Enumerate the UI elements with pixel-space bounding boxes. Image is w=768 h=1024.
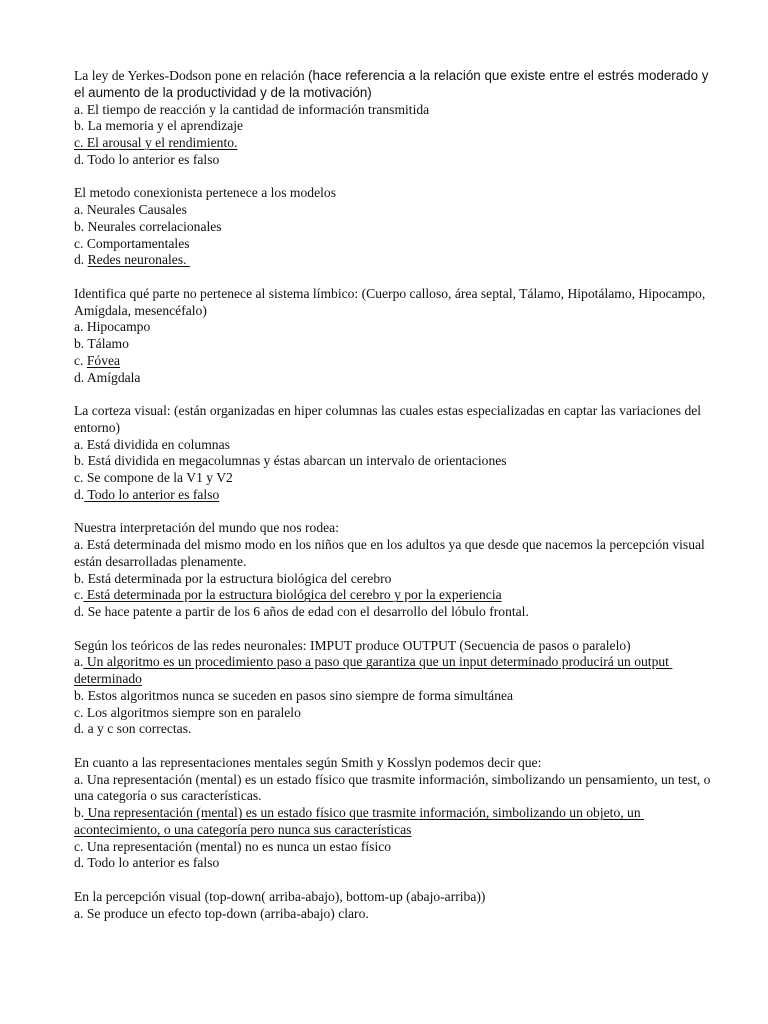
option-letter: c. bbox=[74, 235, 84, 251]
option-text: Está dividida en columnas bbox=[83, 436, 230, 452]
option-d bbox=[74, 721, 714, 738]
option-d-correct bbox=[74, 487, 714, 504]
option-text: Todo lo anterior es falso bbox=[84, 486, 220, 502]
option-text: Está determinada del mismo modo en los niños que en los adultos ya que desde que nacemos la percepción visual están desarrolladas plenamente. bbox=[74, 537, 709, 569]
option-d bbox=[74, 604, 714, 621]
option-a bbox=[74, 102, 714, 119]
option-text: Está determinada por la estructura biológica del cerebro y por la experiencia bbox=[83, 587, 502, 603]
option-letter: d. bbox=[74, 855, 85, 871]
option-letter: c. bbox=[74, 587, 84, 603]
option-c-correct bbox=[74, 135, 714, 152]
option-letter: a. bbox=[74, 537, 84, 552]
option-b bbox=[74, 571, 714, 588]
option-letter: a. bbox=[74, 771, 84, 787]
option-b bbox=[74, 688, 714, 705]
option-letter: d. bbox=[74, 486, 85, 502]
option-letter: b. bbox=[74, 453, 85, 469]
option-letter: b. bbox=[74, 118, 85, 134]
option-letter: b. bbox=[74, 570, 85, 586]
option-letter: b. bbox=[74, 218, 85, 234]
question-stem: En la percepción visual (top-down( arriba-abajo), bottom-up (abajo-arriba)) bbox=[74, 888, 486, 904]
option-a bbox=[74, 437, 714, 454]
option-letter: d. bbox=[74, 151, 85, 167]
option-a bbox=[74, 537, 714, 571]
option-d bbox=[74, 370, 714, 387]
question-6 bbox=[74, 638, 714, 739]
option-letter: d. bbox=[74, 721, 85, 737]
option-c bbox=[74, 236, 714, 253]
option-text: Está determinada por la estructura biológica del cerebro bbox=[84, 570, 392, 586]
question-stem: En cuanto a las representaciones mentales según Smith y Kosslyn podemos decir que: bbox=[74, 754, 542, 770]
question-stem: Nuestra interpretación del mundo que nos rodea: bbox=[74, 520, 339, 536]
option-c bbox=[74, 705, 714, 722]
option-letter: d. bbox=[74, 369, 85, 385]
option-letter: c. bbox=[74, 470, 84, 485]
option-d bbox=[74, 152, 714, 169]
option-c bbox=[74, 839, 714, 856]
question-stem: Según los teóricos de las redes neuronales: IMPUT produce OUTPUT (Secuencia de pasos o paralelo) bbox=[74, 637, 631, 653]
option-text: Se hace patente a partir de los 6 años de edad con el desarrollo del lóbulo frontal. bbox=[84, 604, 529, 619]
option-text: Una representación (mental) es un estado físico que trasmite información, simbolizando un objeto, un acontecimiento, o una categoría pero nunca sus características bbox=[74, 805, 645, 837]
question-8 bbox=[74, 889, 714, 923]
option-text: La memoria y el aprendizaje bbox=[84, 118, 244, 134]
option-a bbox=[74, 772, 714, 806]
question-1 bbox=[74, 68, 714, 169]
option-text: Todo lo anterior es falso bbox=[84, 151, 220, 167]
option-text: Comportamentales bbox=[83, 235, 190, 251]
option-text: Hipocampo bbox=[83, 319, 151, 335]
option-b bbox=[74, 453, 714, 470]
option-letter: a. bbox=[74, 905, 84, 921]
option-text: Se compone de la V1 y V2 bbox=[83, 470, 233, 485]
option-text: Redes neuronales. bbox=[87, 252, 190, 268]
option-b bbox=[74, 219, 714, 236]
option-letter: c. bbox=[74, 352, 84, 368]
option-letter: d. bbox=[74, 252, 85, 268]
option-text: Los algoritmos siempre son en paralelo bbox=[83, 704, 301, 720]
option-text: Todo lo anterior es falso bbox=[84, 855, 220, 871]
option-text: Fóvea bbox=[86, 352, 121, 368]
option-text: Una representación (mental) es un estado físico que trasmite información, simbolizando un pensamiento, un test, o una categoría o sus características. bbox=[74, 771, 714, 804]
option-letter: c. bbox=[74, 135, 84, 150]
question-3 bbox=[74, 286, 714, 387]
option-text: Estos algoritmos nunca se suceden en pasos sino siempre de forma simultánea bbox=[84, 687, 514, 703]
option-letter: a. bbox=[74, 654, 84, 670]
option-a bbox=[74, 906, 714, 923]
question-stem: El metodo conexionista pertenece a los modelos bbox=[74, 185, 336, 201]
question-4 bbox=[74, 403, 714, 504]
option-text: Está dividida en megacolumnas y éstas abarcan un intervalo de orientaciones bbox=[84, 453, 507, 469]
option-b bbox=[74, 118, 714, 135]
question-stem-note: (hace referencia a la relación que existe entre el estrés moderado y el aumento de la productividad y de la motivación) bbox=[74, 68, 713, 100]
option-letter: a. bbox=[74, 319, 84, 335]
option-text: Amígdala bbox=[84, 369, 141, 385]
option-text: Tálamo bbox=[84, 336, 129, 351]
option-letter: a. bbox=[74, 101, 84, 117]
question-stem: Identifica qué parte no pertenece al sistema límbico: (Cuerpo calloso, área septal, Tálamo, Hipotálamo, Hipocampo, Amígdala, mesencéfalo) bbox=[74, 285, 708, 318]
option-c-correct bbox=[74, 587, 714, 604]
question-stem-text: La ley de Yerkes-Dodson pone en relación bbox=[74, 68, 309, 83]
option-letter: a. bbox=[74, 436, 84, 452]
option-d bbox=[74, 855, 714, 872]
option-letter: b. bbox=[74, 805, 85, 820]
option-d-correct bbox=[74, 252, 714, 269]
option-text: El arousal y el rendimiento. bbox=[83, 135, 238, 150]
option-a-correct bbox=[74, 654, 714, 688]
question-7 bbox=[74, 755, 714, 872]
option-text: Neurales correlacionales bbox=[84, 218, 222, 234]
option-b bbox=[74, 336, 714, 353]
option-text: Un algoritmo es un procedimiento paso a paso que garantiza que un input determinado producirá un output determinado bbox=[74, 654, 673, 686]
option-letter: b. bbox=[74, 336, 85, 351]
option-text: Se produce un efecto top-down (arriba-abajo) claro. bbox=[83, 905, 369, 921]
option-a bbox=[74, 319, 714, 336]
question-stem bbox=[74, 68, 714, 102]
option-text: a y c son correctas. bbox=[84, 721, 192, 737]
question-5 bbox=[74, 520, 714, 621]
option-text: Una representación (mental) no es nunca un estao físico bbox=[83, 838, 392, 854]
option-a bbox=[74, 202, 714, 219]
option-c-correct bbox=[74, 353, 714, 370]
option-letter: b. bbox=[74, 687, 85, 703]
option-letter: a. bbox=[74, 202, 84, 217]
option-letter: d. bbox=[74, 604, 85, 619]
option-letter: c. bbox=[74, 838, 84, 854]
option-letter: c. bbox=[74, 704, 84, 720]
option-c bbox=[74, 470, 714, 487]
question-stem: La corteza visual: (están organizadas en hiper columnas las cuales estas especializadas en captar las variaciones del entorno) bbox=[74, 403, 705, 435]
option-b-correct bbox=[74, 805, 714, 839]
option-text: Neurales Causales bbox=[83, 202, 187, 217]
question-2 bbox=[74, 185, 714, 269]
option-text: El tiempo de reacción y la cantidad de información transmitida bbox=[83, 101, 430, 117]
document-body bbox=[74, 68, 714, 939]
